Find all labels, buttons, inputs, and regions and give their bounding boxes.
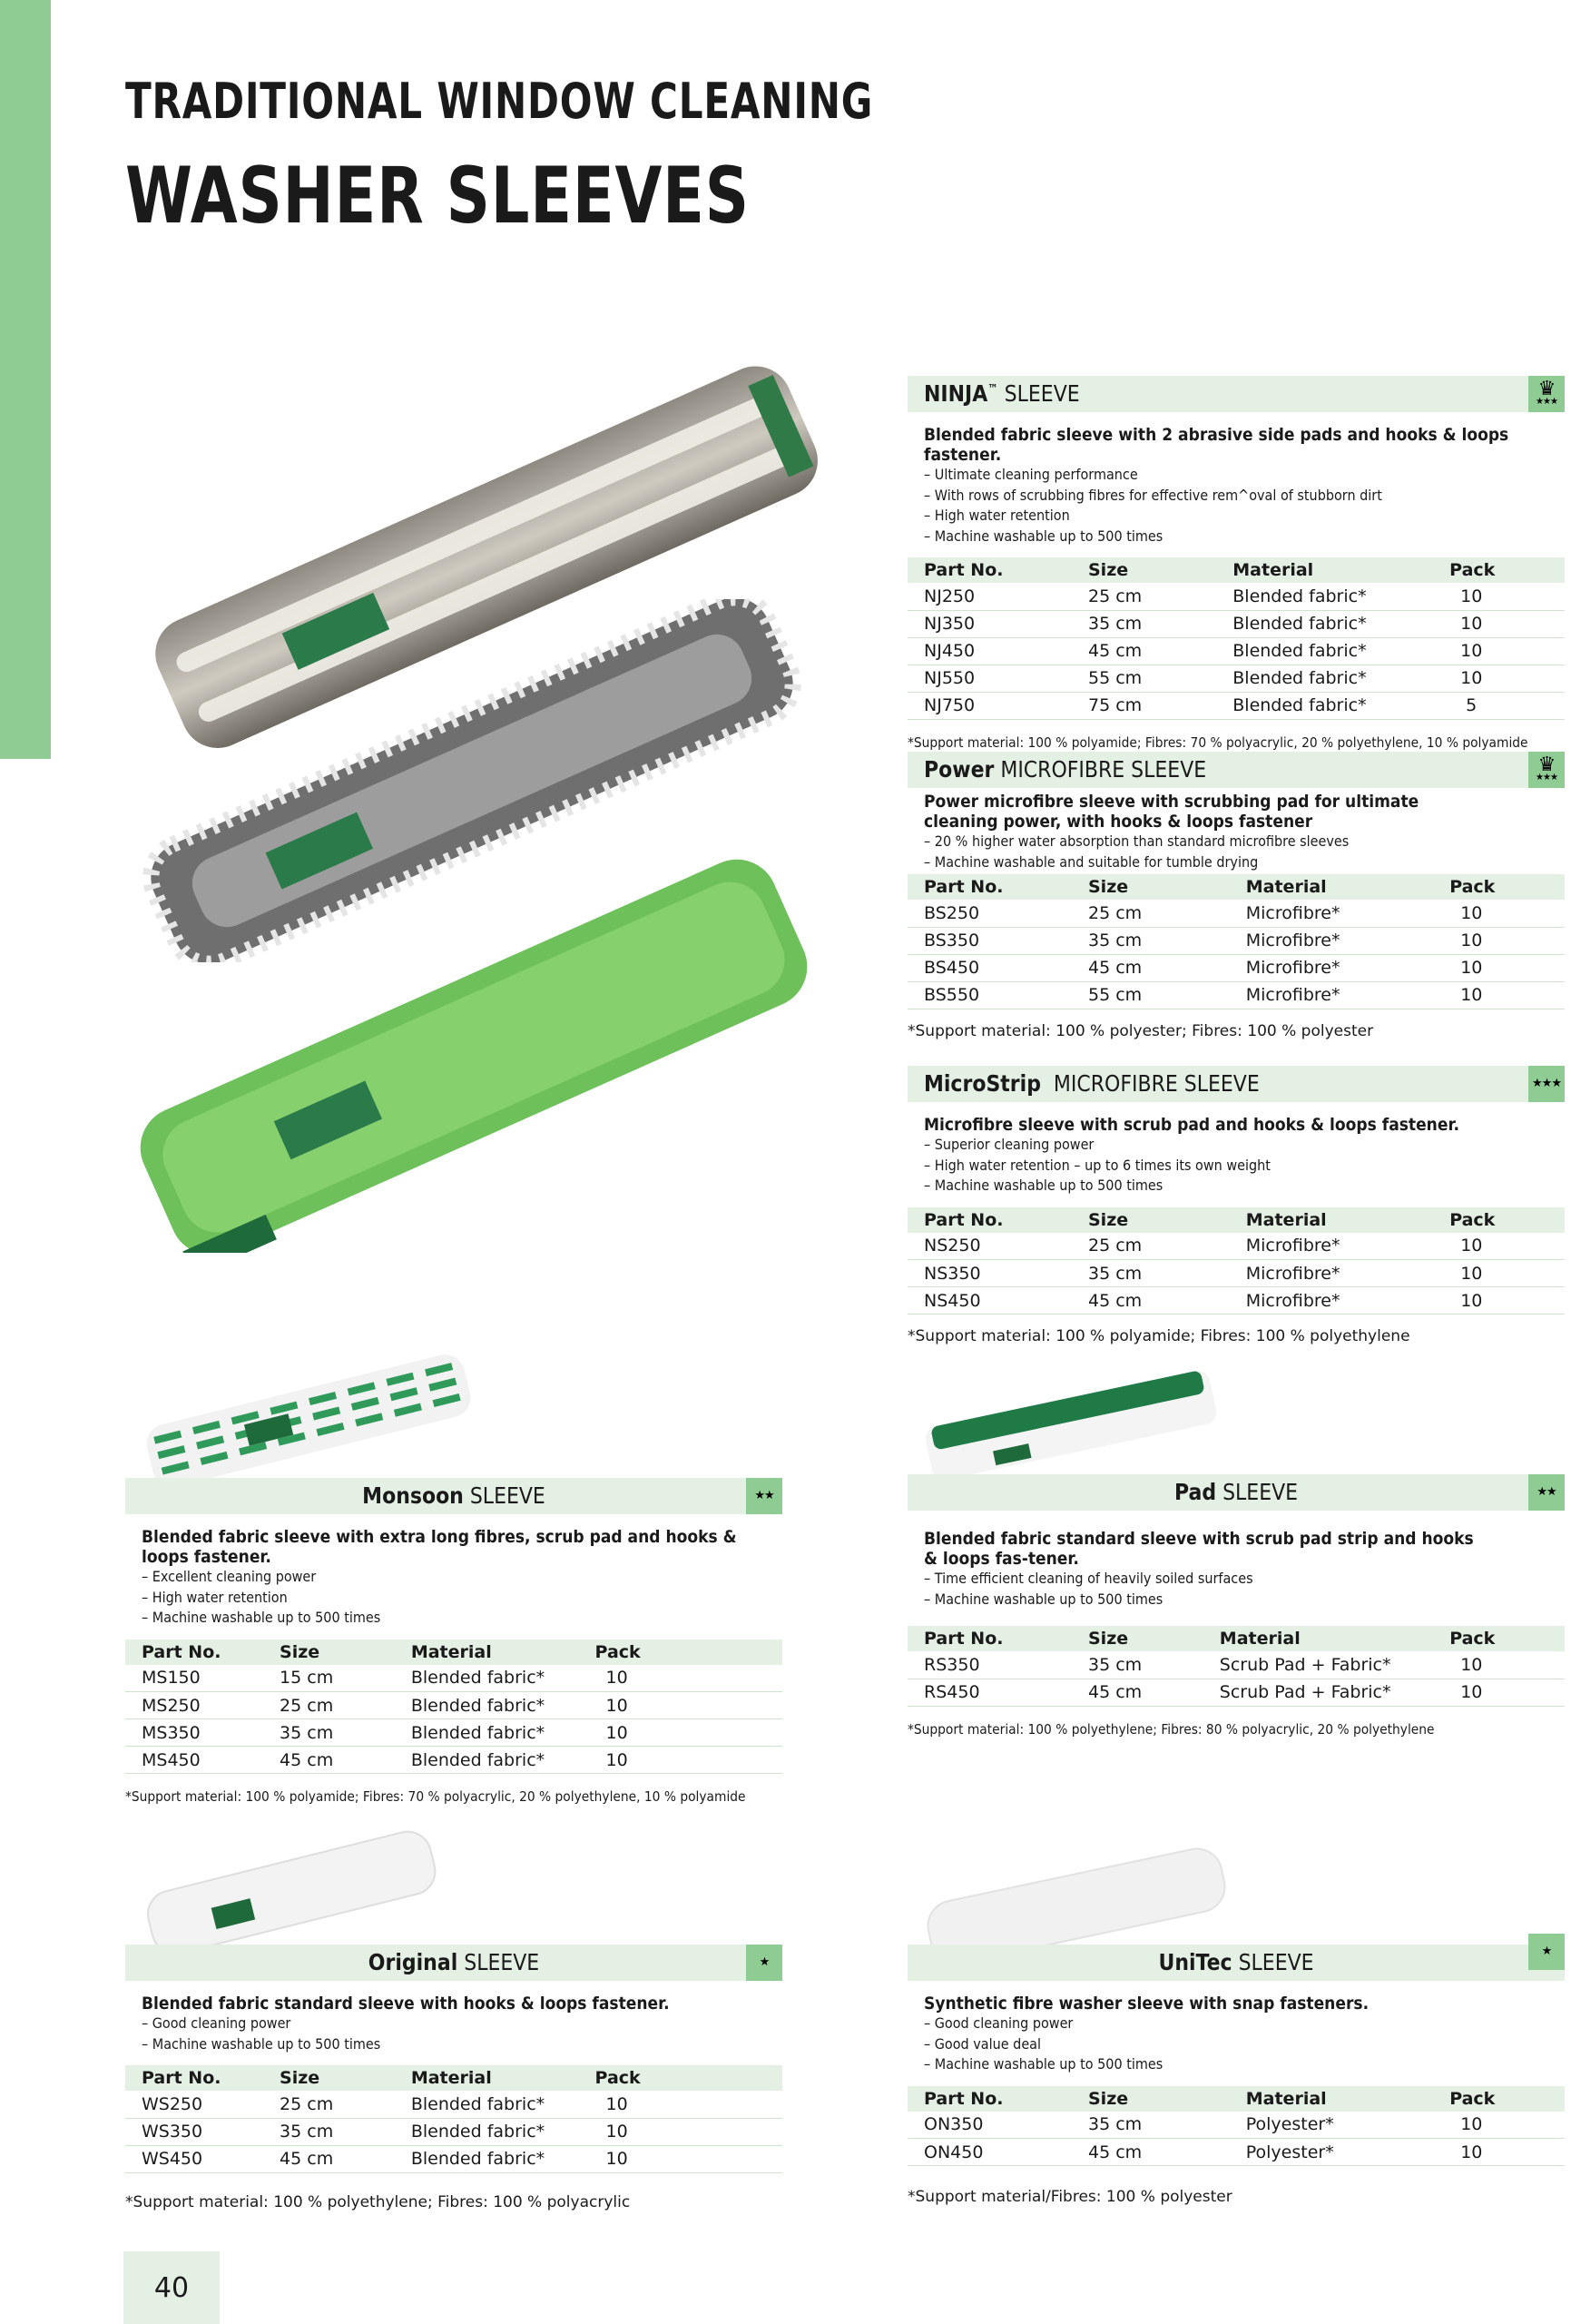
microstrip-lead: Microfibre sleeve with scrub pad and hooks & loops fastener. [924, 1115, 1459, 1135]
table-row [908, 692, 1565, 719]
ninja-section [908, 376, 1565, 751]
cell-size: 35 cm [263, 2118, 395, 2145]
cell-pack: 10 [1433, 2139, 1565, 2166]
table-row [908, 583, 1565, 610]
pad-section [908, 1474, 1565, 1738]
col-part: Part No. [125, 1640, 263, 1665]
col-part: Part No. [908, 874, 1072, 900]
cell-part: BS450 [908, 954, 1072, 981]
original-section [125, 1945, 782, 2211]
original-sleeve-image [136, 1816, 445, 1961]
unitec-title [1158, 1949, 1313, 1975]
cell-size: 45 cm [1072, 1679, 1203, 1706]
col-part: Part No. [908, 557, 1072, 583]
col-pack: Pack [1433, 874, 1565, 900]
stars-icon: ★★★ [1536, 773, 1557, 783]
cell-pack: 10 [1433, 610, 1565, 637]
ninja-rating-badge [1528, 376, 1565, 412]
table-row [908, 2112, 1565, 2139]
cell-size: 15 cm [263, 1665, 395, 1692]
col-material: Material [1203, 1626, 1433, 1651]
cell-material: Blended fabric* [395, 1692, 579, 1719]
table-row [908, 1679, 1565, 1706]
cell-size: 25 cm [1072, 900, 1230, 927]
power-product: MICROFIBRE SLEEVE [994, 756, 1207, 783]
power-title [924, 756, 1206, 783]
cell-pack: 10 [1433, 1233, 1565, 1260]
table-row [908, 981, 1565, 1009]
cell-pack: 10 [1433, 1679, 1565, 1706]
cell-material: Blended fabric* [395, 1665, 579, 1692]
cell-material: Blended fabric* [1216, 583, 1433, 610]
table-row [908, 1260, 1565, 1287]
cell-pack: 10 [579, 2091, 782, 2118]
original-product: SLEEVE [457, 1949, 540, 1975]
cell-material: Microfibre* [1230, 954, 1433, 981]
stars-icon: ★★ [754, 1489, 774, 1502]
table-row [908, 2139, 1565, 2166]
cell-size: 35 cm [1072, 2112, 1230, 2139]
list-item: – Machine washable up to 500 times [924, 1177, 1164, 1194]
list-item: – Machine washable up to 500 times [142, 1609, 381, 1626]
pad-product: SLEEVE [1216, 1479, 1299, 1505]
cell-material: Polyester* [1230, 2112, 1433, 2139]
cell-size: 45 cm [263, 1747, 395, 1774]
cell-pack: 10 [1433, 981, 1565, 1009]
col-size: Size [263, 1640, 395, 1665]
list-item: – Ultimate cleaning performance [924, 466, 1138, 483]
unitec-brand: UniTec [1158, 1949, 1232, 1975]
unitec-rating-badge [1528, 1934, 1565, 1970]
microstrip-title [924, 1070, 1260, 1097]
table-row [908, 927, 1565, 954]
col-size: Size [1072, 2086, 1230, 2112]
list-item: – Good cleaning power [924, 2014, 1074, 2032]
ninja-product: SLEEVE [997, 380, 1080, 407]
col-part: Part No. [125, 2065, 263, 2091]
original-brand: Original [368, 1949, 458, 1975]
cell-size: 25 cm [263, 1692, 395, 1719]
pad-footnote: *Support material: 100 % polyethylene; Fibres: 80 % polyacrylic, 20 % polyethylene [908, 1720, 1435, 1738]
list-item: – High water retention [142, 1588, 288, 1606]
cell-part: MS150 [125, 1665, 263, 1692]
list-item: – Machine washable and suitable for tumble drying [924, 852, 1259, 871]
cell-part: NJ750 [908, 692, 1072, 719]
cell-size: 45 cm [1072, 954, 1230, 981]
microstrip-section [908, 1066, 1565, 1345]
col-size: Size [263, 2065, 395, 2091]
unitec-footnote: *Support material/Fibres: 100 % polyester [908, 2188, 1232, 2206]
cell-material: Microfibre* [1230, 927, 1433, 954]
list-item: – High water retention [924, 507, 1070, 524]
monsoon-product: SLEEVE [463, 1482, 545, 1509]
cell-part: NJ350 [908, 610, 1072, 637]
table-row [125, 1719, 782, 1747]
col-part: Part No. [908, 1626, 1072, 1651]
cell-material: Scrub Pad + Fabric* [1203, 1651, 1433, 1679]
table-row [908, 1287, 1565, 1315]
pad-sleeve-image [917, 1362, 1225, 1489]
cell-size: 25 cm [1072, 1233, 1230, 1260]
col-pack: Pack [1433, 2086, 1565, 2112]
cell-material: Blended fabric* [1216, 637, 1433, 665]
col-pack: Pack [1433, 557, 1565, 583]
power-section [908, 752, 1565, 1040]
cell-pack: 10 [579, 1692, 782, 1719]
cell-pack: 10 [1433, 1260, 1565, 1287]
original-header [125, 1945, 782, 1981]
microstrip-product: MICROFIBRE SLEEVE [1040, 1070, 1260, 1097]
cell-pack: 10 [1433, 665, 1565, 692]
cell-material: Blended fabric* [395, 2145, 579, 2172]
table-row [908, 610, 1565, 637]
cell-part: ON350 [908, 2112, 1072, 2139]
col-size: Size [1072, 1626, 1203, 1651]
ninja-tm: ™ [987, 382, 998, 397]
list-item: – Good cleaning power [142, 2014, 291, 2032]
cell-part: BS250 [908, 900, 1072, 927]
list-item: – Machine washable up to 500 times [924, 1590, 1164, 1608]
cell-part: MS450 [125, 1747, 263, 1774]
list-item: – Machine washable up to 500 times [142, 2034, 381, 2053]
list-item: – Time efficient cleaning of heavily soiled surfaces [924, 1570, 1253, 1587]
cell-size: 25 cm [1072, 583, 1216, 610]
cell-pack: 10 [1433, 2112, 1565, 2139]
list-item: – Excellent cleaning power [142, 1568, 317, 1585]
table-row [908, 1233, 1565, 1260]
monsoon-footnote: *Support material: 100 % polyamide; Fibres: 70 % polyacrylic, 20 % polyethylene, 10 % polyamide [125, 1788, 746, 1805]
table-row [908, 1651, 1565, 1679]
cell-material: Microfibre* [1230, 900, 1433, 927]
table-row [125, 2145, 782, 2172]
cell-pack: 10 [579, 1747, 782, 1774]
table-row [125, 2091, 782, 2118]
col-material: Material [395, 1640, 579, 1665]
table-row [125, 2118, 782, 2145]
cell-part: RS350 [908, 1651, 1072, 1679]
cell-pack: 10 [1433, 1651, 1565, 1679]
col-size: Size [1072, 1207, 1230, 1233]
table-row [908, 637, 1565, 665]
microstrip-table [908, 1207, 1565, 1315]
table-row [125, 1692, 782, 1719]
monsoon-rating-badge [746, 1478, 782, 1514]
cell-size: 35 cm [1072, 1260, 1230, 1287]
monsoon-bullets [142, 1567, 765, 1629]
ninja-table [908, 557, 1565, 720]
cell-pack: 10 [579, 2145, 782, 2172]
crown-icon: ♛ [1537, 753, 1556, 776]
list-item: – With rows of scrubbing fibres for effective rem^oval of stubborn dirt [924, 486, 1382, 504]
original-footnote: *Support material: 100 % polyethylene; Fibres: 100 % polyacrylic [125, 2192, 631, 2211]
page-number: 40 [123, 2251, 220, 2324]
col-pack: Pack [1433, 1207, 1565, 1233]
monsoon-sleeve-image [136, 1353, 481, 1489]
power-brand: Power [924, 756, 995, 783]
col-size: Size [1072, 557, 1216, 583]
monsoon-section [125, 1478, 782, 1805]
cell-pack: 10 [1433, 954, 1565, 981]
cell-pack: 10 [1433, 583, 1565, 610]
monsoon-title [362, 1482, 545, 1509]
pad-bullets [924, 1569, 1547, 1610]
unitec-section [908, 1945, 1565, 2206]
section-kicker: TRADITIONAL WINDOW CLEANING [125, 73, 874, 130]
col-material: Material [1230, 2086, 1433, 2112]
ninja-header [908, 376, 1565, 412]
cell-part: WS450 [125, 2145, 263, 2172]
microstrip-brand: MicroStrip [924, 1070, 1041, 1097]
pad-header [908, 1474, 1565, 1511]
cell-pack: 10 [1433, 1287, 1565, 1315]
cell-size: 45 cm [263, 2145, 395, 2172]
table-row [908, 900, 1565, 927]
cell-material: Blended fabric* [395, 2118, 579, 2145]
cell-pack: 10 [1433, 900, 1565, 927]
power-table [908, 874, 1565, 1009]
cell-part: RS450 [908, 1679, 1072, 1706]
pad-lead: Blended fabric standard sleeve with scrub pad strip and hooks & loops fas-tener. [924, 1529, 1474, 1569]
cell-size: 35 cm [263, 1719, 395, 1747]
col-material: Material [1230, 874, 1433, 900]
cell-material: Blended fabric* [1216, 610, 1433, 637]
cell-part: WS250 [125, 2091, 263, 2118]
power-lead: Power microfibre sleeve with scrubbing pad for ultimate cleaning power, with hooks & loops fastener [924, 792, 1419, 832]
list-item: – High water retention – up to 6 times its own weight [924, 1156, 1271, 1174]
col-pack: Pack [1433, 1626, 1565, 1651]
cell-material: Microfibre* [1230, 1260, 1433, 1287]
col-size: Size [1072, 874, 1230, 900]
stars-icon: ★ [1541, 1945, 1552, 1958]
col-pack: Pack [579, 2065, 782, 2091]
microstrip-header [908, 1066, 1565, 1102]
cell-material: Blended fabric* [395, 1719, 579, 1747]
ninja-title [924, 380, 1080, 407]
cell-size: 45 cm [1072, 637, 1216, 665]
unitec-table [908, 2086, 1565, 2167]
cell-material: Blended fabric* [395, 2091, 579, 2118]
cell-part: MS350 [125, 1719, 263, 1747]
cell-size: 35 cm [1072, 1651, 1203, 1679]
crown-icon: ♛ [1537, 378, 1556, 400]
stars-icon: ★ [759, 1955, 770, 1969]
col-material: Material [1230, 1207, 1433, 1233]
pad-brand: Pad [1173, 1479, 1217, 1505]
original-lead: Blended fabric standard sleeve with hooks & loops fastener. [142, 1994, 670, 2014]
cell-part: NJ450 [908, 637, 1072, 665]
unitec-lead: Synthetic fibre washer sleeve with snap fasteners. [924, 1994, 1370, 2014]
list-item: – Superior cleaning power [924, 1136, 1095, 1153]
cell-part: NJ550 [908, 665, 1072, 692]
cell-part: BS550 [908, 981, 1072, 1009]
cell-size: 75 cm [1072, 692, 1216, 719]
list-item: – 20 % higher water absorption than standard microfibre sleeves [924, 832, 1350, 850]
cell-pack: 10 [1433, 927, 1565, 954]
cell-material: Blended fabric* [1216, 665, 1433, 692]
table-row [125, 1665, 782, 1692]
col-material: Material [1216, 557, 1433, 583]
unitec-product: SLEEVE [1232, 1949, 1314, 1975]
cell-material: Blended fabric* [1216, 692, 1433, 719]
monsoon-header [125, 1478, 782, 1514]
ninja-brand: NINJA [924, 380, 988, 407]
table-row [908, 665, 1565, 692]
cell-material: Polyester* [1230, 2139, 1433, 2166]
list-item: – Machine washable up to 500 times [924, 2055, 1164, 2073]
power-rating-badge [1528, 752, 1565, 788]
original-table [125, 2065, 782, 2173]
list-item: – Machine washable up to 500 times [924, 527, 1164, 545]
cell-pack: 10 [579, 1719, 782, 1747]
original-rating-badge [746, 1945, 782, 1981]
cell-part: MS250 [125, 1692, 263, 1719]
page-title: WASHER SLEEVES [125, 151, 750, 241]
cell-size: 55 cm [1072, 981, 1230, 1009]
cell-pack: 5 [1433, 692, 1565, 719]
cell-part: NS350 [908, 1260, 1072, 1287]
microstrip-footnote: *Support material: 100 % polyamide; Fibres: 100 % polyethylene [908, 1327, 1410, 1345]
cell-size: 45 cm [1072, 2139, 1230, 2166]
cell-pack: 10 [579, 1665, 782, 1692]
cell-part: ON450 [908, 2139, 1072, 2166]
cell-size: 35 cm [1072, 927, 1230, 954]
stars-icon: ★★★ [1536, 397, 1557, 407]
unitec-bullets [924, 2014, 1547, 2075]
cell-size: 55 cm [1072, 665, 1216, 692]
original-title [368, 1949, 539, 1975]
pad-title [1174, 1479, 1298, 1505]
stars-icon: ★★★ [1532, 1077, 1561, 1090]
side-color-bar [0, 0, 51, 759]
col-part: Part No. [908, 2086, 1072, 2112]
cell-size: 45 cm [1072, 1287, 1230, 1315]
pad-rating-badge [1528, 1474, 1565, 1511]
monsoon-table [125, 1640, 782, 1775]
col-part: Part No. [908, 1207, 1072, 1233]
microstrip-rating-badge [1528, 1066, 1565, 1102]
cell-material: Microfibre* [1230, 981, 1433, 1009]
power-bullets [924, 832, 1547, 872]
stars-icon: ★★ [1537, 1485, 1556, 1499]
microstrip-sleeve-image [109, 853, 835, 1253]
power-footnote: *Support material: 100 % polyester; Fibres: 100 % polyester [908, 1021, 1374, 1040]
cell-part: NS250 [908, 1233, 1072, 1260]
pad-table [908, 1626, 1565, 1707]
cell-pack: 10 [1433, 637, 1565, 665]
ninja-lead: Blended fabric sleeve with 2 abrasive side pads and hooks & loops fastener. [924, 425, 1509, 465]
monsoon-brand: Monsoon [362, 1482, 464, 1509]
cell-part: WS350 [125, 2118, 263, 2145]
ninja-footnote: *Support material: 100 % polyamide; Fibres: 70 % polyacrylic, 20 % polyethylene, 10 % polyamide [908, 734, 1528, 751]
cell-size: 35 cm [1072, 610, 1216, 637]
cell-part: NJ250 [908, 583, 1072, 610]
table-row [908, 954, 1565, 981]
cell-material: Microfibre* [1230, 1233, 1433, 1260]
power-header [908, 752, 1565, 788]
unitec-header [908, 1945, 1565, 1981]
microstrip-bullets [924, 1135, 1547, 1196]
table-row [125, 1747, 782, 1774]
cell-size: 25 cm [263, 2091, 395, 2118]
cell-part: BS350 [908, 927, 1072, 954]
cell-material: Blended fabric* [395, 1747, 579, 1774]
monsoon-lead: Blended fabric sleeve with extra long fibres, scrub pad and hooks & loops fastener. [142, 1527, 737, 1567]
cell-material: Scrub Pad + Fabric* [1203, 1679, 1433, 1706]
list-item: – Good value deal [924, 2034, 1042, 2053]
cell-pack: 10 [579, 2118, 782, 2145]
ninja-bullets [924, 465, 1547, 547]
original-bullets [142, 2014, 765, 2054]
cell-material: Microfibre* [1230, 1287, 1433, 1315]
col-pack: Pack [579, 1640, 782, 1665]
cell-part: NS450 [908, 1287, 1072, 1315]
col-material: Material [395, 2065, 579, 2091]
